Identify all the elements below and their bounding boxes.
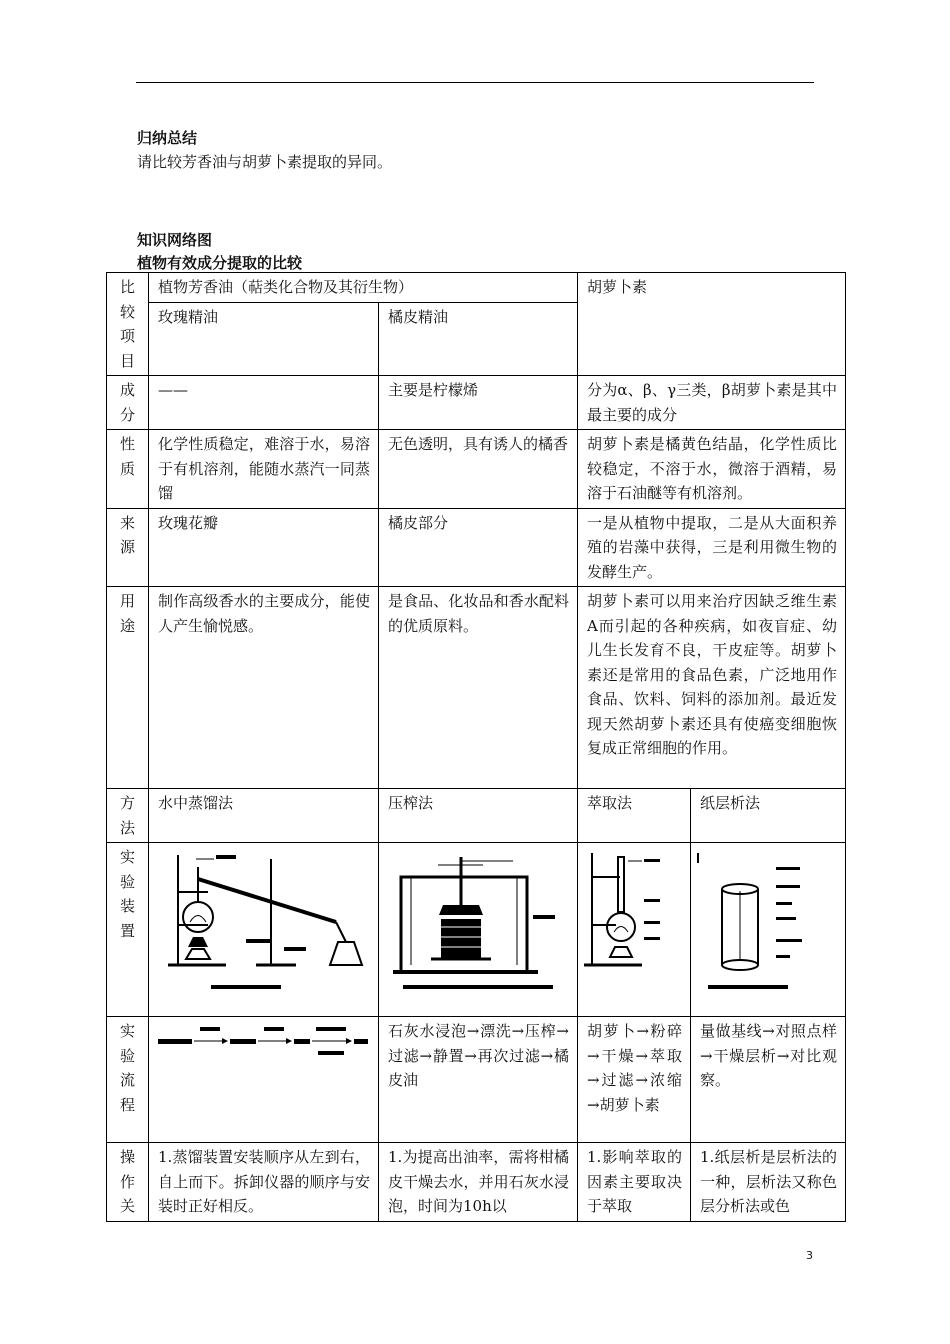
chromatography-apparatus-icon [696,847,841,997]
distillation-apparatus-figure [149,843,379,1017]
method-orange: 压榨法 [379,789,578,843]
composition-orange: 主要是柠檬烯 [379,376,578,430]
extraction-apparatus-figure [578,843,691,1017]
press-apparatus-icon [383,847,573,997]
use-carotene: 胡萝卜素可以用来治疗因缺乏维生素A而引起的各种疾病，如夜盲症、幼儿生长发育不良，干皮症等。胡萝卜素还是常用的食品色素，广泛地用作食品、饮料、饲料的添加剂。最近发现天然胡萝卜素还具有使癌变细胞恢复成正常细胞的作用。 [578,587,846,789]
table-row [107,508,846,587]
composition-rose: —— [149,376,379,430]
orange-oil-header: 橘皮精油 [379,302,578,375]
distillation-apparatus-icon [156,847,371,997]
properties-carotene: 胡萝卜素是橘黄色结晶，化学性质比较稳定，不溶于水，微溶于酒精，易溶于石油醚等有机溶剂。 [578,430,846,509]
process-carotene: 胡萝卜→粉碎→干燥→萃取→过滤→浓缩→胡萝卜素 [578,1017,691,1143]
operation-paper: 1.纸层析是层析法的一种，层析法又称色层分析法或色 [691,1143,846,1222]
properties-rose: 化学性质稳定，难溶于水，易溶于有机溶剂，能随水蒸汽一同蒸馏 [149,430,379,509]
source-rose: 玫瑰花瓣 [149,508,379,587]
use-rose: 制作高级香水的主要成分，能使人产生愉悦感。 [149,587,379,789]
properties-orange: 无色透明，具有诱人的橘香 [379,430,578,509]
method-carotene: 萃取法 [578,789,691,843]
aromatic-oil-header: 植物芳香油（萜类化合物及其衍生物） [149,273,578,303]
row-label-apparatus: 实验装置 [107,843,149,1017]
carotene-header: 胡萝卜素 [578,273,846,376]
row-label-composition: 成分 [107,376,149,430]
table-row [107,273,846,303]
header-rule [136,82,814,83]
row-label-method: 方法 [107,789,149,843]
source-carotene: 一是从植物中提取，二是从大面积养殖的岩藻中获得，三是利用微生物的发酵生产。 [578,508,846,587]
method-paper: 纸层析法 [691,789,846,843]
method-rose: 水中蒸馏法 [149,789,379,843]
table-row [107,376,846,430]
composition-carotene: 分为α、β、γ三类，β胡萝卜素是其中最主要的成分 [578,376,846,430]
comparison-table [106,272,846,1222]
row-label-use: 用途 [107,587,149,789]
row-label-operation: 操作关 [107,1143,149,1222]
operation-orange: 1.为提高出油率，需将柑橘皮干燥去水，并用石灰水浸泡，时间为10h以 [379,1143,578,1222]
page-number: 3 [806,1249,813,1262]
table-row [107,587,846,789]
distillation-flow-figure [149,1017,379,1143]
network-title: 知识网络图 [137,231,213,249]
table-row [107,1017,846,1143]
pressing-apparatus-figure [379,843,578,1017]
process-paper: 量做基线→对照点样→干燥层析→对比观察。 [691,1017,846,1143]
table-row [107,789,846,843]
chromatography-apparatus-figure [691,843,846,1017]
table-title: 植物有效成分提取的比较 [137,254,303,272]
summary-title: 归纳总结 [137,129,198,147]
row-label-process: 实验流程 [107,1017,149,1143]
table-row [107,843,846,1017]
table-row [107,430,846,509]
operation-carotene: 1.影响萃取的因素主要取决于萃取 [578,1143,691,1222]
distillation-flow-icon [156,1021,371,1071]
rose-oil-header: 玫瑰精油 [149,302,379,375]
table-row [107,1143,846,1222]
row-label-source: 来源 [107,508,149,587]
extraction-apparatus-icon [582,847,687,997]
operation-rose: 1.蒸馏装置安装顺序从左到右，自上而下。拆卸仪器的顺序与安装时正好相反。 [149,1143,379,1222]
source-orange: 橘皮部分 [379,508,578,587]
row-label-compare-items: 比较项目 [107,273,149,376]
row-label-properties: 性质 [107,430,149,509]
process-orange: 石灰水浸泡→漂洗→压榨→过滤→静置→再次过滤→橘皮油 [379,1017,578,1143]
summary-question: 请比较芳香油与胡萝卜素提取的异同。 [137,153,393,171]
use-orange: 是食品、化妆品和香水配料的优质原料。 [379,587,578,789]
